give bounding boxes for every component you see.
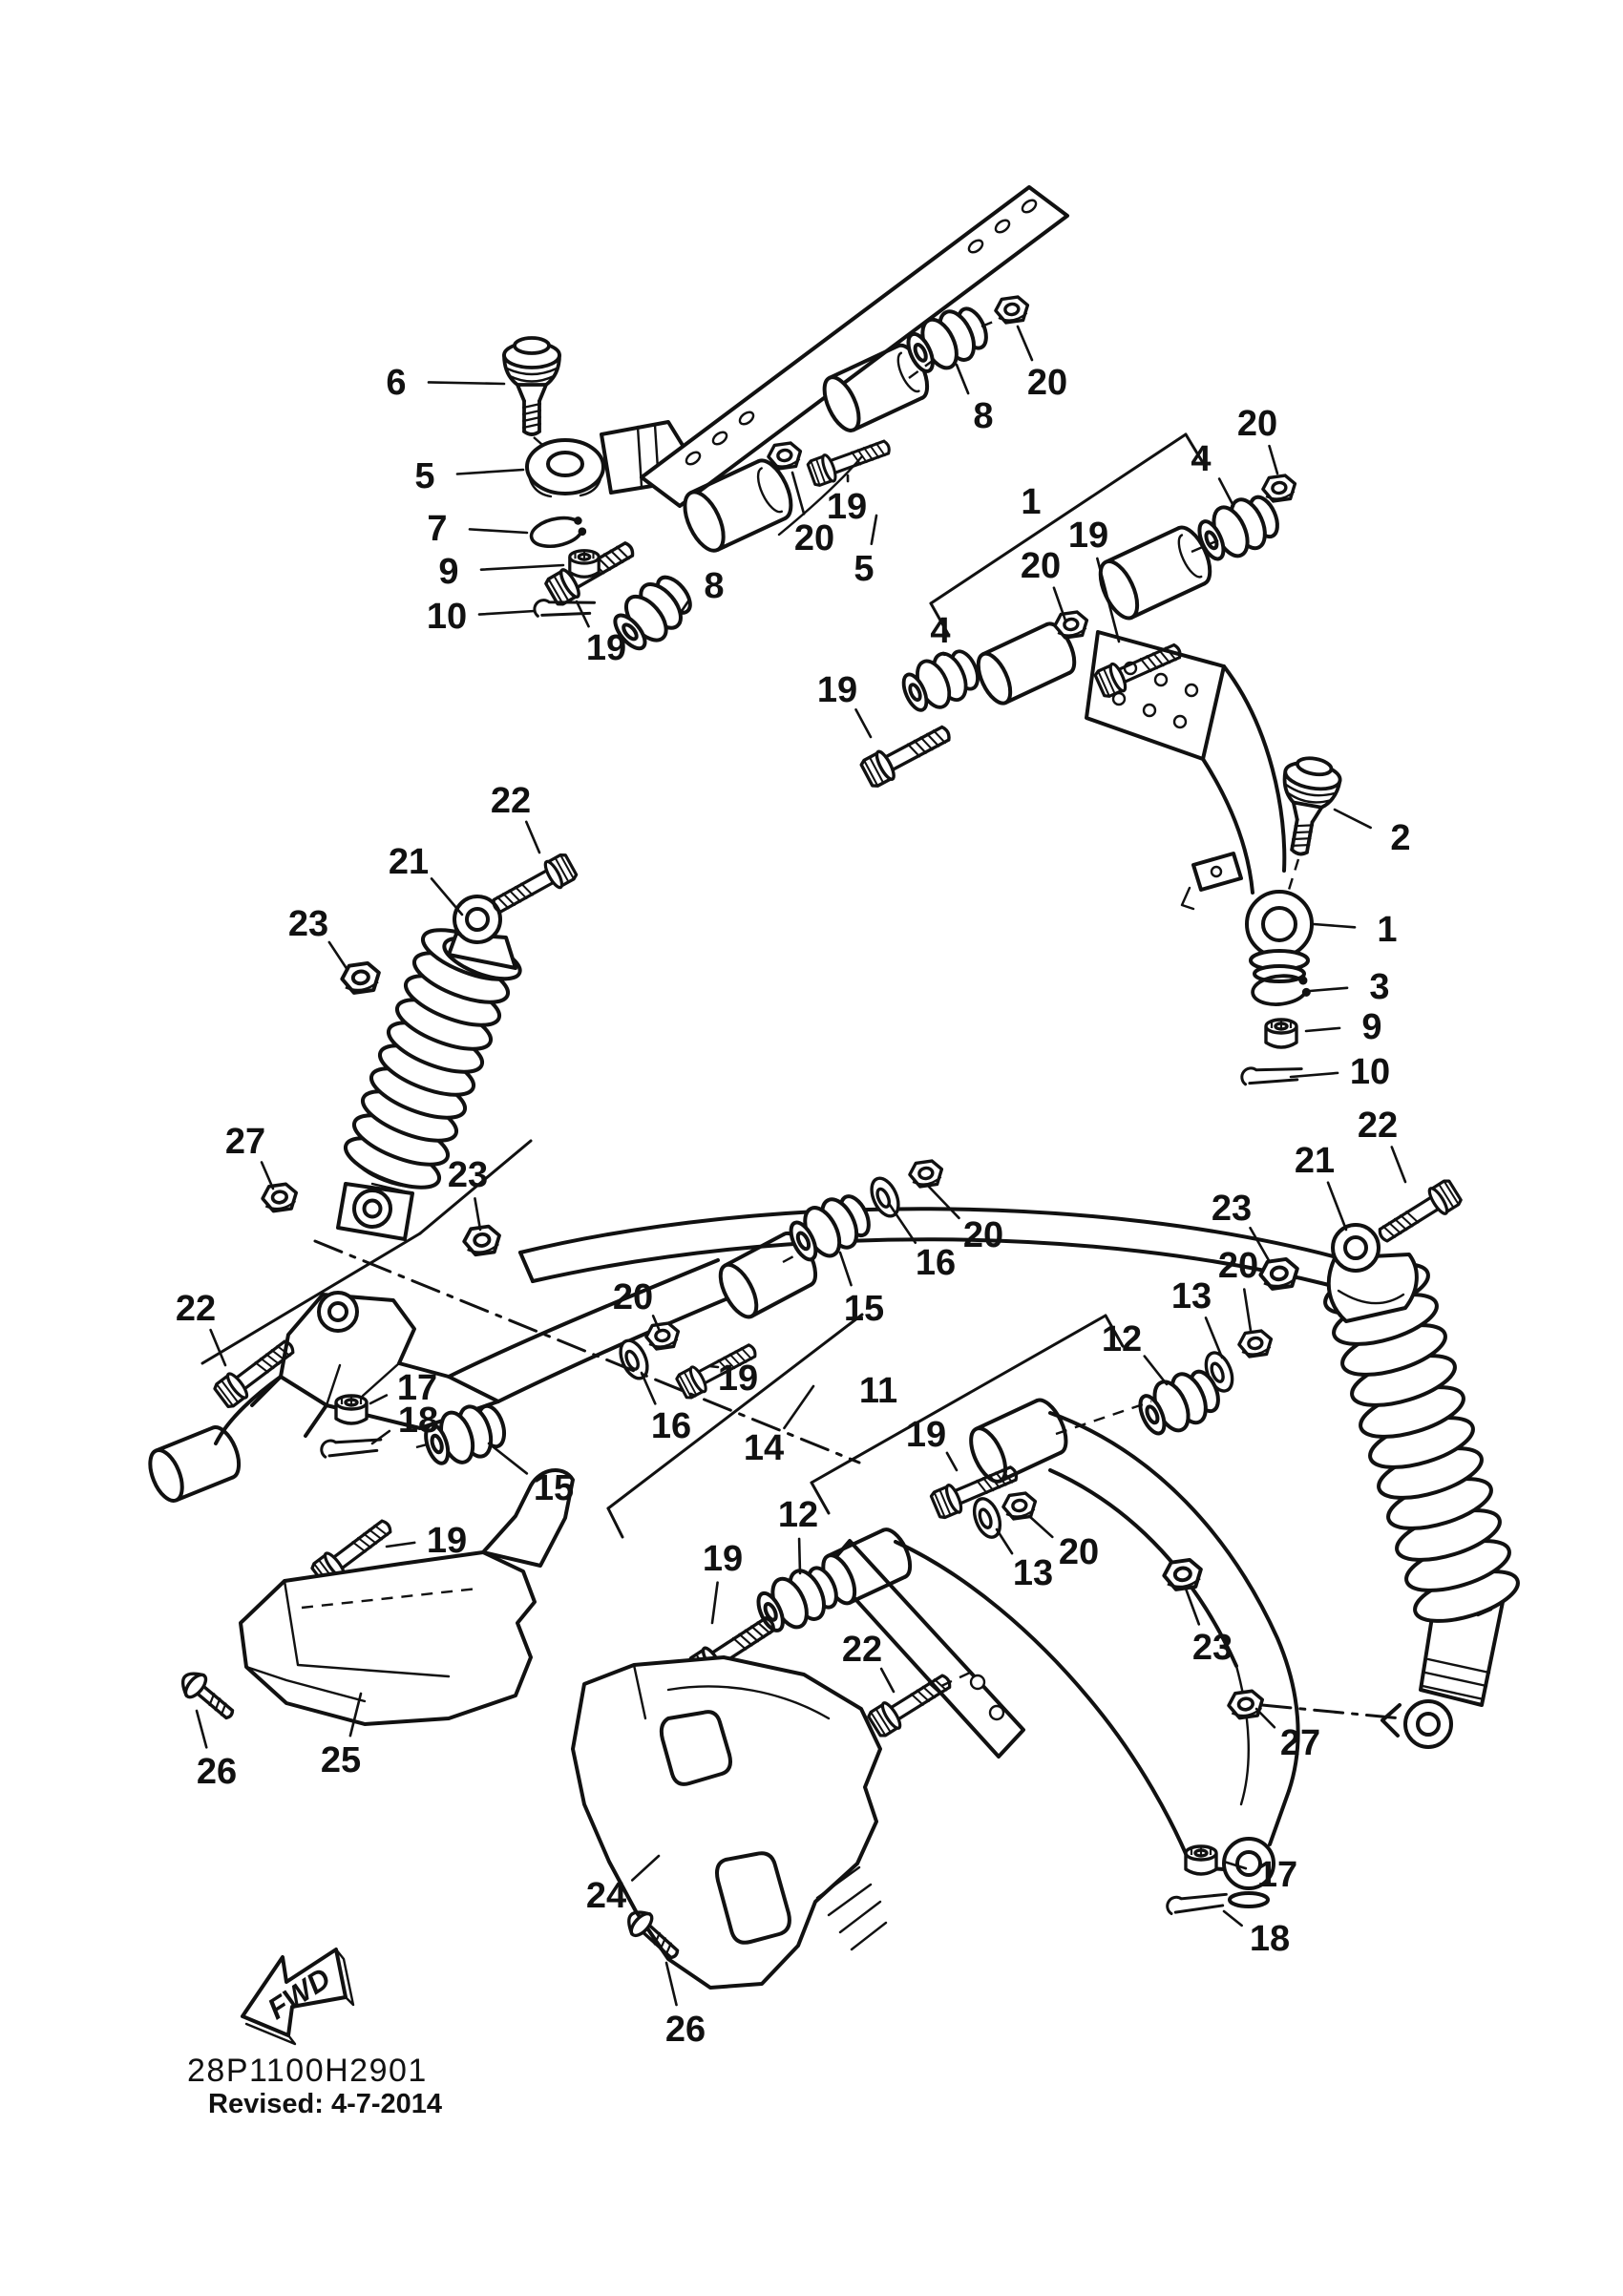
callout-20: 20 — [1236, 404, 1278, 444]
callout-10: 10 — [1349, 1052, 1391, 1092]
bolt-19 — [807, 433, 894, 488]
callout-1: 1 — [1377, 910, 1398, 950]
callout-16: 16 — [650, 1406, 692, 1446]
leader-line — [262, 1162, 273, 1189]
callout-8: 8 — [973, 396, 994, 436]
callout-22: 22 — [841, 1630, 883, 1670]
leader-line — [1256, 1709, 1275, 1727]
cotter-pin-18 — [1167, 1886, 1227, 1921]
witness-line — [812, 1316, 1106, 1483]
skid-guard-left — [177, 1470, 573, 1726]
arm-web-plate — [642, 187, 1067, 506]
nut-23 — [462, 1225, 501, 1255]
leader-line — [387, 1543, 414, 1547]
callout-8: 8 — [704, 566, 725, 606]
callout-20: 20 — [1058, 1532, 1100, 1572]
callout-3: 3 — [1369, 967, 1390, 1007]
leader-line — [642, 1373, 655, 1403]
nut-23 — [1259, 1257, 1300, 1290]
callout-13: 13 — [1170, 1276, 1212, 1317]
callout-22: 22 — [175, 1289, 217, 1329]
leader-line — [372, 1431, 390, 1443]
callout-20: 20 — [793, 518, 835, 558]
leader-line — [799, 1539, 800, 1573]
screw-26 — [177, 1667, 240, 1726]
callout-20: 20 — [962, 1215, 1004, 1255]
leader-line — [928, 1186, 959, 1218]
lock-washer-7 — [529, 514, 586, 551]
callout-1: 1 — [1021, 482, 1042, 522]
leader-line — [957, 365, 968, 393]
ball-joint-6 — [504, 338, 559, 434]
leader-line — [429, 382, 504, 384]
nut-23 — [1163, 1558, 1204, 1590]
skid-guard-right — [573, 1657, 886, 1988]
pivot-tube — [144, 1422, 245, 1505]
flange-nut-20 — [1261, 474, 1296, 502]
callout-13: 13 — [1012, 1553, 1054, 1593]
callout-21: 21 — [388, 842, 430, 882]
leader-line — [947, 1453, 957, 1470]
title-block — [187, 2053, 442, 2119]
nut-27 — [261, 1183, 298, 1212]
witness-line — [608, 1315, 862, 1508]
cotter-pin-18 — [320, 1430, 380, 1466]
leader-line — [1392, 1147, 1405, 1182]
bolt-19 — [859, 719, 955, 790]
leader-line — [1018, 326, 1032, 360]
leader-line — [712, 1583, 718, 1623]
callout-19: 19 — [585, 628, 627, 668]
callout-27: 27 — [1279, 1723, 1321, 1763]
leader-line — [784, 1386, 813, 1428]
callout-25: 25 — [320, 1740, 362, 1780]
flange-nut-20 — [908, 1160, 943, 1188]
flange-nut-20 — [1053, 611, 1088, 639]
callout-17: 17 — [1256, 1855, 1298, 1895]
leader-line — [197, 1711, 206, 1747]
washer-16 — [866, 1174, 903, 1220]
leader-line — [1335, 810, 1371, 828]
callout-20: 20 — [1020, 546, 1062, 586]
flange-nut-20 — [1001, 1492, 1037, 1520]
leader-line — [666, 1963, 677, 2005]
callout-9: 9 — [438, 552, 459, 592]
callout-12: 12 — [1101, 1319, 1143, 1359]
callout-2: 2 — [1390, 818, 1411, 858]
callout-18: 18 — [1249, 1919, 1291, 1959]
witness-line — [608, 1508, 622, 1537]
leader-line — [432, 878, 462, 915]
callout-19: 19 — [826, 487, 868, 527]
callout-22: 22 — [490, 781, 532, 821]
callout-4: 4 — [930, 611, 951, 651]
leader-line — [1029, 1516, 1052, 1537]
callout-21: 21 — [1294, 1141, 1336, 1181]
castle-nut-17 — [1186, 1846, 1216, 1874]
leader-line — [211, 1330, 225, 1365]
leader-line — [1310, 988, 1347, 991]
callout-5: 5 — [854, 549, 875, 589]
fwd-arrow — [242, 1949, 353, 2044]
callout-19: 19 — [702, 1539, 744, 1579]
leader-line — [1244, 1290, 1251, 1331]
flange-nut-20 — [1237, 1330, 1273, 1358]
leader-line — [943, 653, 944, 655]
fwd-label: FWD — [262, 1961, 337, 2027]
callout-12: 12 — [777, 1495, 819, 1535]
callout-19: 19 — [717, 1359, 759, 1399]
callout-20: 20 — [1217, 1246, 1259, 1286]
nut-27 — [1227, 1690, 1264, 1719]
callout-6: 6 — [386, 363, 407, 403]
castle-nut-17 — [336, 1396, 367, 1423]
castle-nut-9 — [570, 551, 599, 578]
callout-23: 23 — [447, 1155, 489, 1195]
callout-20: 20 — [1026, 363, 1068, 403]
leader-line — [840, 1253, 852, 1285]
flange-nut-20 — [994, 296, 1029, 324]
callout-19: 19 — [426, 1521, 468, 1561]
leader-line — [489, 1443, 527, 1473]
callout-14: 14 — [743, 1428, 785, 1468]
leader-line — [1219, 479, 1233, 506]
witness-line — [1262, 1705, 1402, 1718]
callout-7: 7 — [427, 509, 448, 549]
bolt-22 — [1374, 1178, 1463, 1249]
leader-line — [470, 529, 527, 533]
callout-19: 19 — [1067, 516, 1109, 556]
callout-23: 23 — [1191, 1628, 1233, 1668]
callout-9: 9 — [1361, 1007, 1382, 1047]
guard-cutout — [662, 1712, 730, 1784]
leader-line — [1270, 446, 1277, 474]
bolt-22 — [488, 853, 578, 920]
callout-24: 24 — [585, 1876, 627, 1916]
flange-nut-20 — [644, 1322, 680, 1350]
callout-11: 11 — [858, 1371, 898, 1411]
callout-19: 19 — [905, 1415, 947, 1455]
leader-line — [709, 1366, 718, 1367]
callout-26: 26 — [196, 1752, 238, 1792]
callout-26: 26 — [664, 2010, 706, 2050]
callout-4: 4 — [1191, 439, 1212, 479]
bushing-4 — [896, 643, 984, 719]
callout-18: 18 — [397, 1401, 439, 1441]
callout-22: 22 — [1357, 1106, 1399, 1146]
leader-line — [481, 565, 563, 570]
callout-15: 15 — [843, 1289, 885, 1329]
leader-line — [997, 1529, 1012, 1553]
leader-line — [792, 473, 804, 514]
leader-line — [526, 822, 539, 853]
leader-line — [479, 611, 535, 615]
leader-line — [881, 1669, 894, 1692]
drawing-number: 28P1100H2901 — [187, 2053, 428, 2089]
castle-nut-9 — [1266, 1020, 1296, 1047]
callout-15: 15 — [533, 1468, 575, 1508]
leader-line — [329, 942, 348, 970]
leader-line — [1328, 1183, 1346, 1230]
callout-27: 27 — [224, 1122, 266, 1162]
callout-23: 23 — [1211, 1189, 1253, 1229]
callout-17: 17 — [396, 1368, 438, 1408]
upper-arm-front-right — [859, 474, 1342, 1095]
callout-10: 10 — [426, 597, 468, 637]
callout-16: 16 — [915, 1243, 957, 1283]
leader-line — [872, 516, 876, 544]
leader-line — [1224, 1911, 1242, 1926]
leader-line — [1306, 1028, 1339, 1031]
callout-19: 19 — [816, 670, 858, 710]
callout-20: 20 — [612, 1277, 654, 1317]
leader-line — [474, 1198, 480, 1230]
callout-5: 5 — [414, 456, 435, 496]
callout-23: 23 — [287, 904, 329, 944]
revision-note: Revised: 4-7-2014 — [208, 2089, 443, 2119]
leader-line — [1291, 1073, 1338, 1077]
leader-line — [1314, 924, 1355, 927]
leader-line — [855, 709, 871, 737]
bushing-15 — [784, 1188, 876, 1268]
leader-line — [1145, 1357, 1167, 1384]
leader-line — [457, 470, 523, 474]
